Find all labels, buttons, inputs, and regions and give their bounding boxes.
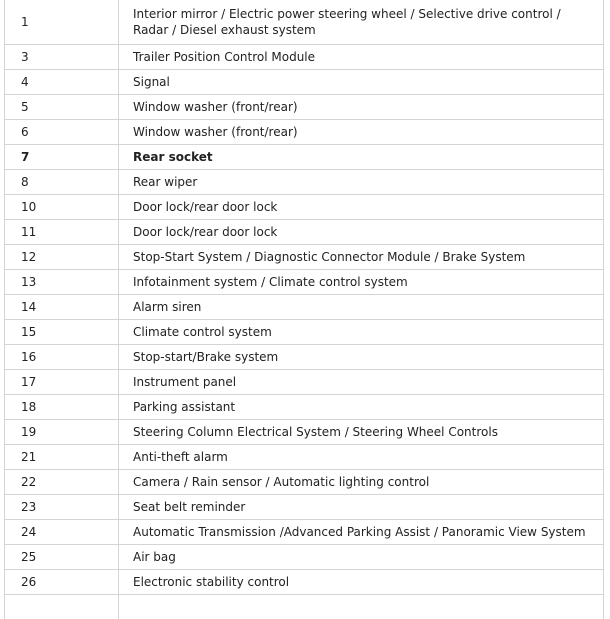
fuse-description-cell: Parking assistant <box>119 395 604 420</box>
fuse-description-cell: Automatic Transmission /Advanced Parking Assist / Panoramic View System <box>119 520 604 545</box>
table-row <box>5 495 604 520</box>
table-row <box>5 220 604 245</box>
fuse-description-cell: Steering Column Electrical System / Steering Wheel Controls <box>119 420 604 445</box>
fuse-number-cell: 13 <box>5 270 119 295</box>
fuse-description-cell: Door lock/rear door lock <box>119 195 604 220</box>
table-row <box>5 70 604 95</box>
fuse-number-cell: 14 <box>5 295 119 320</box>
fuse-table <box>4 0 604 619</box>
table-row <box>5 420 604 445</box>
fuse-number-cell: 8 <box>5 170 119 195</box>
table-row <box>5 345 604 370</box>
fuse-description-cell: Door lock/rear door lock <box>119 220 604 245</box>
fuse-table-body <box>5 0 604 619</box>
fuse-description-cell: Trailer Position Control Module <box>119 45 604 70</box>
table-row <box>5 295 604 320</box>
fuse-description-cell: Interior mirror / Electric power steering wheel / Selective drive control / Radar / Diesel exhaust system <box>119 0 604 45</box>
fuse-description-cell: Instrument panel <box>119 370 604 395</box>
fuse-number-cell: 18 <box>5 395 119 420</box>
fuse-number-cell: 5 <box>5 95 119 120</box>
fuse-number-cell: 19 <box>5 420 119 445</box>
table-row <box>5 45 604 70</box>
fuse-description-cell: Stop-Start System / Diagnostic Connector Module / Brake System <box>119 245 604 270</box>
fuse-description-cell: Stop-start/Brake system <box>119 345 604 370</box>
fuse-number-cell: 22 <box>5 470 119 495</box>
table-row <box>5 520 604 545</box>
fuse-number-cell: 6 <box>5 120 119 145</box>
table-row <box>5 270 604 295</box>
fuse-number-cell: 23 <box>5 495 119 520</box>
fuse-number-cell: 7 <box>5 145 119 170</box>
fuse-description-cell: Air bag <box>119 545 604 570</box>
table-row <box>5 445 604 470</box>
fuse-description-cell: Camera / Rain sensor / Automatic lighting control <box>119 470 604 495</box>
fuse-number-cell: 1 <box>5 0 119 45</box>
table-row <box>5 170 604 195</box>
fuse-number-cell <box>5 595 119 619</box>
fuse-description-cell: Rear socket <box>119 145 604 170</box>
fuse-number-cell: 4 <box>5 70 119 95</box>
table-row <box>5 145 604 170</box>
fuse-number-cell: 17 <box>5 370 119 395</box>
fuse-description-cell: Climate control system <box>119 320 604 345</box>
fuse-number-cell: 10 <box>5 195 119 220</box>
fuse-number-cell: 21 <box>5 445 119 470</box>
table-row <box>5 545 604 570</box>
table-row <box>5 595 604 619</box>
fuse-description-cell: Electronic stability control <box>119 570 604 595</box>
table-row <box>5 0 604 45</box>
fuse-number-cell: 24 <box>5 520 119 545</box>
fuse-number-cell: 15 <box>5 320 119 345</box>
table-row <box>5 95 604 120</box>
fuse-description-cell: Anti-theft alarm <box>119 445 604 470</box>
fuse-description-cell: Seat belt reminder <box>119 495 604 520</box>
table-row <box>5 195 604 220</box>
fuse-number-cell: 26 <box>5 570 119 595</box>
fuse-description-cell: Window washer (front/rear) <box>119 120 604 145</box>
table-row <box>5 395 604 420</box>
table-row <box>5 320 604 345</box>
fuse-number-cell: 11 <box>5 220 119 245</box>
table-row <box>5 120 604 145</box>
table-row <box>5 370 604 395</box>
fuse-description-cell: Infotainment system / Climate control system <box>119 270 604 295</box>
fuse-description-cell: Signal <box>119 70 604 95</box>
fuse-number-cell: 16 <box>5 345 119 370</box>
fuse-number-cell: 25 <box>5 545 119 570</box>
fuse-number-cell: 3 <box>5 45 119 70</box>
table-row <box>5 570 604 595</box>
fuse-description-cell <box>119 595 604 619</box>
table-row <box>5 470 604 495</box>
table-row <box>5 245 604 270</box>
fuse-number-cell: 12 <box>5 245 119 270</box>
fuse-description-cell: Alarm siren <box>119 295 604 320</box>
fuse-description-cell: Window washer (front/rear) <box>119 95 604 120</box>
fuse-description-cell: Rear wiper <box>119 170 604 195</box>
